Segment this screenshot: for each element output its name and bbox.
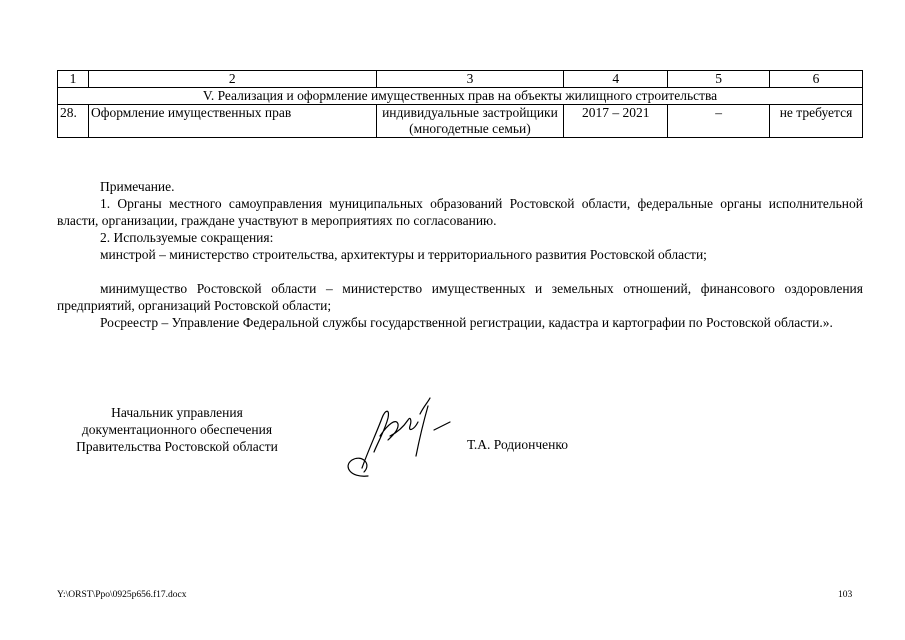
row-executor: индивидуальные застройщики (многодетные семьи): [376, 105, 564, 138]
section-row: [58, 88, 863, 105]
note-paragraph-2: 2. Используемые сокращения:: [100, 230, 274, 245]
file-path: Y:\ORST\Ppo\0925p656.f17.docx: [57, 590, 187, 600]
program-table: [57, 70, 863, 138]
col-num-3: 3: [376, 71, 564, 88]
col-num-4: 4: [564, 71, 668, 88]
col-num-6: 6: [770, 71, 863, 88]
row-number: 28.: [58, 105, 89, 138]
section-title: V. Реализация и оформление имущественных прав на объекты жилищного строительства: [58, 88, 863, 105]
row-funding: не требуется: [770, 105, 863, 138]
row-period: 2017 – 2021: [564, 105, 668, 138]
note-paragraph-1: 1. Органы местного самоуправления муниципальных образований Ростовской области, федеральные органы исполнительной власти, организации, граждане участвуют в мероприятиях по согласованию.: [57, 196, 863, 228]
row-amount: –: [668, 105, 770, 138]
col-num-5: 5: [668, 71, 770, 88]
signatory-position: [57, 404, 297, 455]
table-row: [58, 105, 863, 138]
signatory-line-2: документационного обеспечения: [81, 422, 273, 437]
col-num-2: 2: [88, 71, 376, 88]
note-paragraph-4: минимущество Ростовской области – министерство имущественных и земельных отношений, финансового оздоровления предприятий, организаций Ростовской области;: [57, 281, 863, 313]
signatory-name: Т.А. Родионченко: [467, 437, 568, 452]
row-activity-name: Оформление имущественных прав: [88, 105, 376, 138]
page-number: 103: [838, 590, 853, 600]
col-num-1: 1: [58, 71, 89, 88]
column-number-row: [58, 71, 863, 88]
signatory-line-3: Правительства Ростовской области: [76, 439, 278, 454]
note-paragraph-3: минстрой – министерство строительства, архитектуры и территориального развития Ростовской области;: [100, 247, 707, 262]
signatory-line-1: Начальник управления: [111, 405, 243, 420]
note-paragraph-5: Росреестр – Управление Федеральной службы государственной регистрации, кадастра и картографии по Ростовской области.».: [100, 315, 833, 330]
handwritten-signature: [338, 396, 453, 486]
notes-title: Примечание.: [100, 179, 175, 194]
